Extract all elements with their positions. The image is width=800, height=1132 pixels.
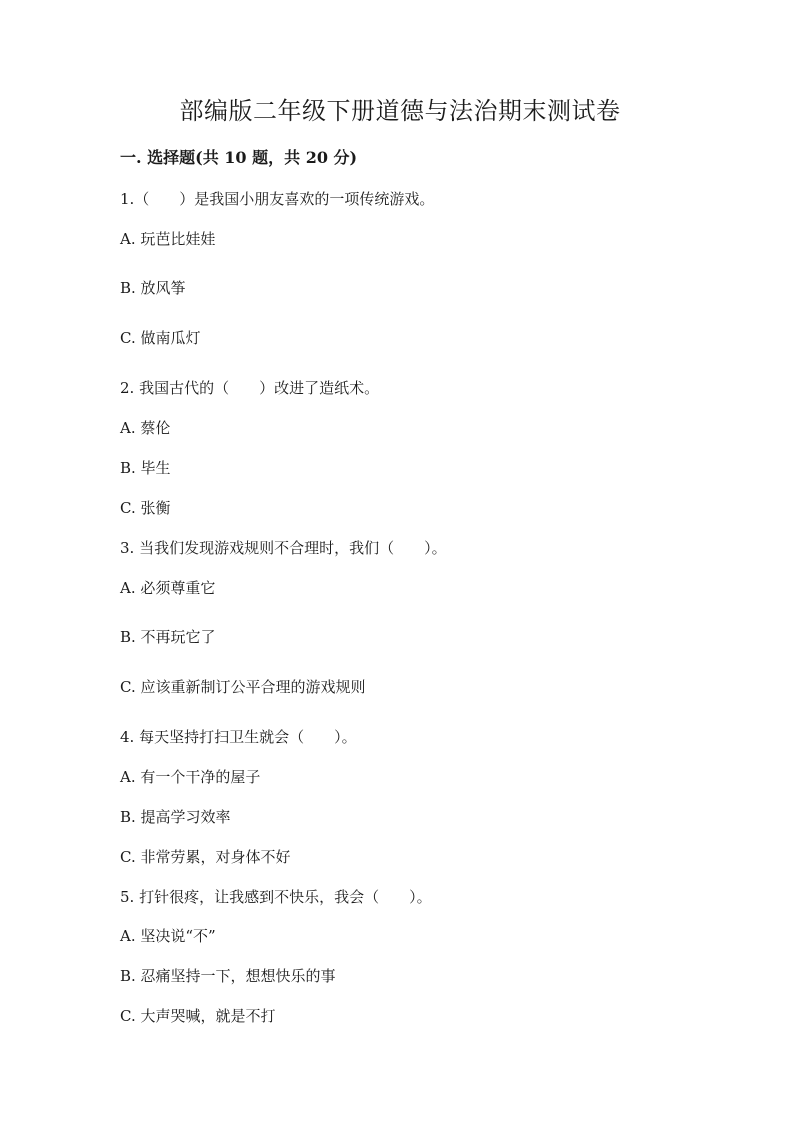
option-item: A. 蔡伦 bbox=[120, 419, 171, 437]
question-stem: 4. 每天坚持打扫卫生就会（ ）。 bbox=[120, 728, 357, 746]
option-item: C. 做南瓜灯 bbox=[120, 329, 201, 347]
question-stem: 3. 当我们发现游戏规则不合理时，我们（ ）。 bbox=[120, 539, 447, 557]
option-item: C. 非常劳累，对身体不好 bbox=[120, 848, 291, 866]
option-item: A. 必须尊重它 bbox=[120, 579, 216, 597]
option-item: C. 应该重新制订公平合理的游戏规则 bbox=[120, 678, 366, 696]
option-item: B. 毕生 bbox=[120, 459, 171, 477]
option-item: B. 忍痛坚持一下，想想快乐的事 bbox=[120, 967, 336, 985]
question-stem: 2. 我国古代的（ ）改进了造纸术。 bbox=[120, 379, 380, 397]
option-item: C. 张衡 bbox=[120, 499, 171, 517]
option-item: B. 提高学习效率 bbox=[120, 808, 231, 826]
option-item: A. 坚决说“不” bbox=[120, 927, 216, 945]
question-stem: 5. 打针很疼，让我感到不快乐，我会（ ）。 bbox=[120, 888, 432, 906]
section-heading: 一. 选择题(共 10 题，共 20 分) bbox=[120, 148, 358, 167]
option-item: C. 大声哭喊，就是不打 bbox=[120, 1007, 276, 1025]
option-item: B. 不再玩它了 bbox=[120, 628, 216, 646]
option-item: A. 有一个干净的屋子 bbox=[120, 768, 261, 786]
question-stem: 1.（ ）是我国小朋友喜欢的一项传统游戏。 bbox=[120, 190, 435, 208]
option-item: A. 玩芭比娃娃 bbox=[120, 230, 216, 248]
page-title: 部编版二年级下册道德与法治期末测试卷 bbox=[179, 97, 621, 125]
option-item: B. 放风筝 bbox=[120, 279, 186, 297]
